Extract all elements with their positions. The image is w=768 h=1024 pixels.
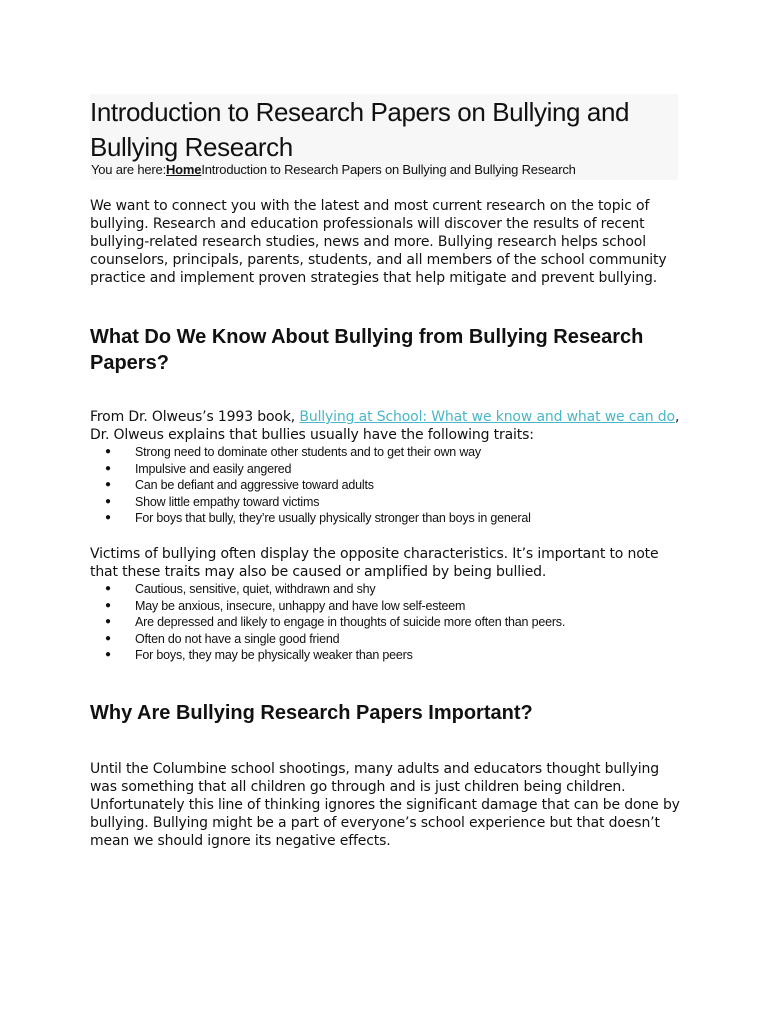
bullet-icon: ● [105, 616, 111, 628]
bullet-icon: ● [105, 479, 111, 491]
section-heading-why: Why Are Bullying Research Papers Important? [90, 701, 533, 724]
columbine-paragraph: Until the Columbine school shootings, many adults and educators thought bullying was something that all children go through and is just children being children. Unfortunately this line of thinking ignores the significant damage that can be done by bullying. Bullying might be a part of everyone’s school experience but that doesn’t mean we should ignore its negative effects. [90, 760, 680, 849]
list-item [90, 598, 680, 615]
list-item-text: Show little empathy toward victims [135, 494, 320, 509]
bullet-icon: ● [105, 512, 111, 524]
list-item-text: Cautious, sensitive, quiet, withdrawn and shy [135, 581, 376, 596]
list-item [90, 461, 680, 478]
bullet-icon: ● [105, 462, 111, 474]
bullet-icon: ● [105, 495, 111, 507]
intro-paragraph: We want to connect you with the latest and most current research on the topic of bullying. Research and education professionals will discover the results of recent bullying-related research studies, news and more. Bullying research helps school counselors, principals, parents, students, and all members of the school community practice and implement proven strategies that help mitigate and prevent bullying. [90, 198, 667, 286]
list-item [90, 444, 680, 461]
olweus-text-after: , Dr. Olweus explains that bullies usually have the following traits: [90, 409, 680, 443]
breadcrumb-home-link[interactable]: Home [165, 162, 202, 177]
page-title: Introduction to Research Papers on Bullying and Bullying Research [90, 97, 630, 162]
document-page [90, 94, 680, 850]
title-block [90, 94, 678, 180]
book-link[interactable]: Bullying at School: What we know and what we can do [299, 409, 675, 425]
bullet-icon: ● [105, 446, 111, 457]
bullet-icon: ● [105, 632, 111, 644]
list-item-text: Strong need to dominate other students and to get their own way [135, 445, 481, 459]
list-item [90, 477, 680, 494]
bullet-icon: ● [105, 649, 111, 661]
list-item-text: Impulsive and easily angered [135, 461, 292, 476]
bullet-icon: ● [105, 599, 111, 611]
bully-traits-list [90, 444, 680, 527]
olweus-paragraph [90, 408, 680, 444]
list-item-text: Often do not have a single good friend [135, 631, 340, 646]
list-item [90, 614, 680, 631]
list-item-text: For boys that bully, they’re usually physically stronger than boys in general [135, 511, 531, 526]
list-item-text: May be anxious, insecure, unhappy and have low self-esteem [135, 598, 466, 613]
bullet-icon: ● [105, 582, 111, 594]
list-item [90, 631, 680, 648]
list-item [90, 647, 680, 664]
victim-traits-list [90, 581, 680, 664]
section-heading-know: What Do We Know About Bullying from Bullying Research Papers? [90, 326, 644, 374]
olweus-text-before: From Dr. Olweus’s 1993 book, [90, 409, 300, 425]
list-item [90, 581, 680, 598]
breadcrumb-prefix: You are here: [91, 162, 166, 177]
list-item-text: Can be defiant and aggressive toward adults [135, 478, 374, 493]
list-item-text: Are depressed and likely to engage in thoughts of suicide more often than peers. [135, 615, 566, 630]
breadcrumb [91, 162, 576, 178]
list-item-text: For boys, they may be physically weaker than peers [135, 648, 413, 663]
list-item [90, 494, 680, 511]
list-item [90, 510, 680, 527]
victims-paragraph: Victims of bullying often display the opposite characteristics. It’s important to note that these traits may also be caused or amplified by being bullied. [90, 545, 659, 580]
breadcrumb-current: Introduction to Research Papers on Bullying and Bullying Research [201, 162, 576, 177]
